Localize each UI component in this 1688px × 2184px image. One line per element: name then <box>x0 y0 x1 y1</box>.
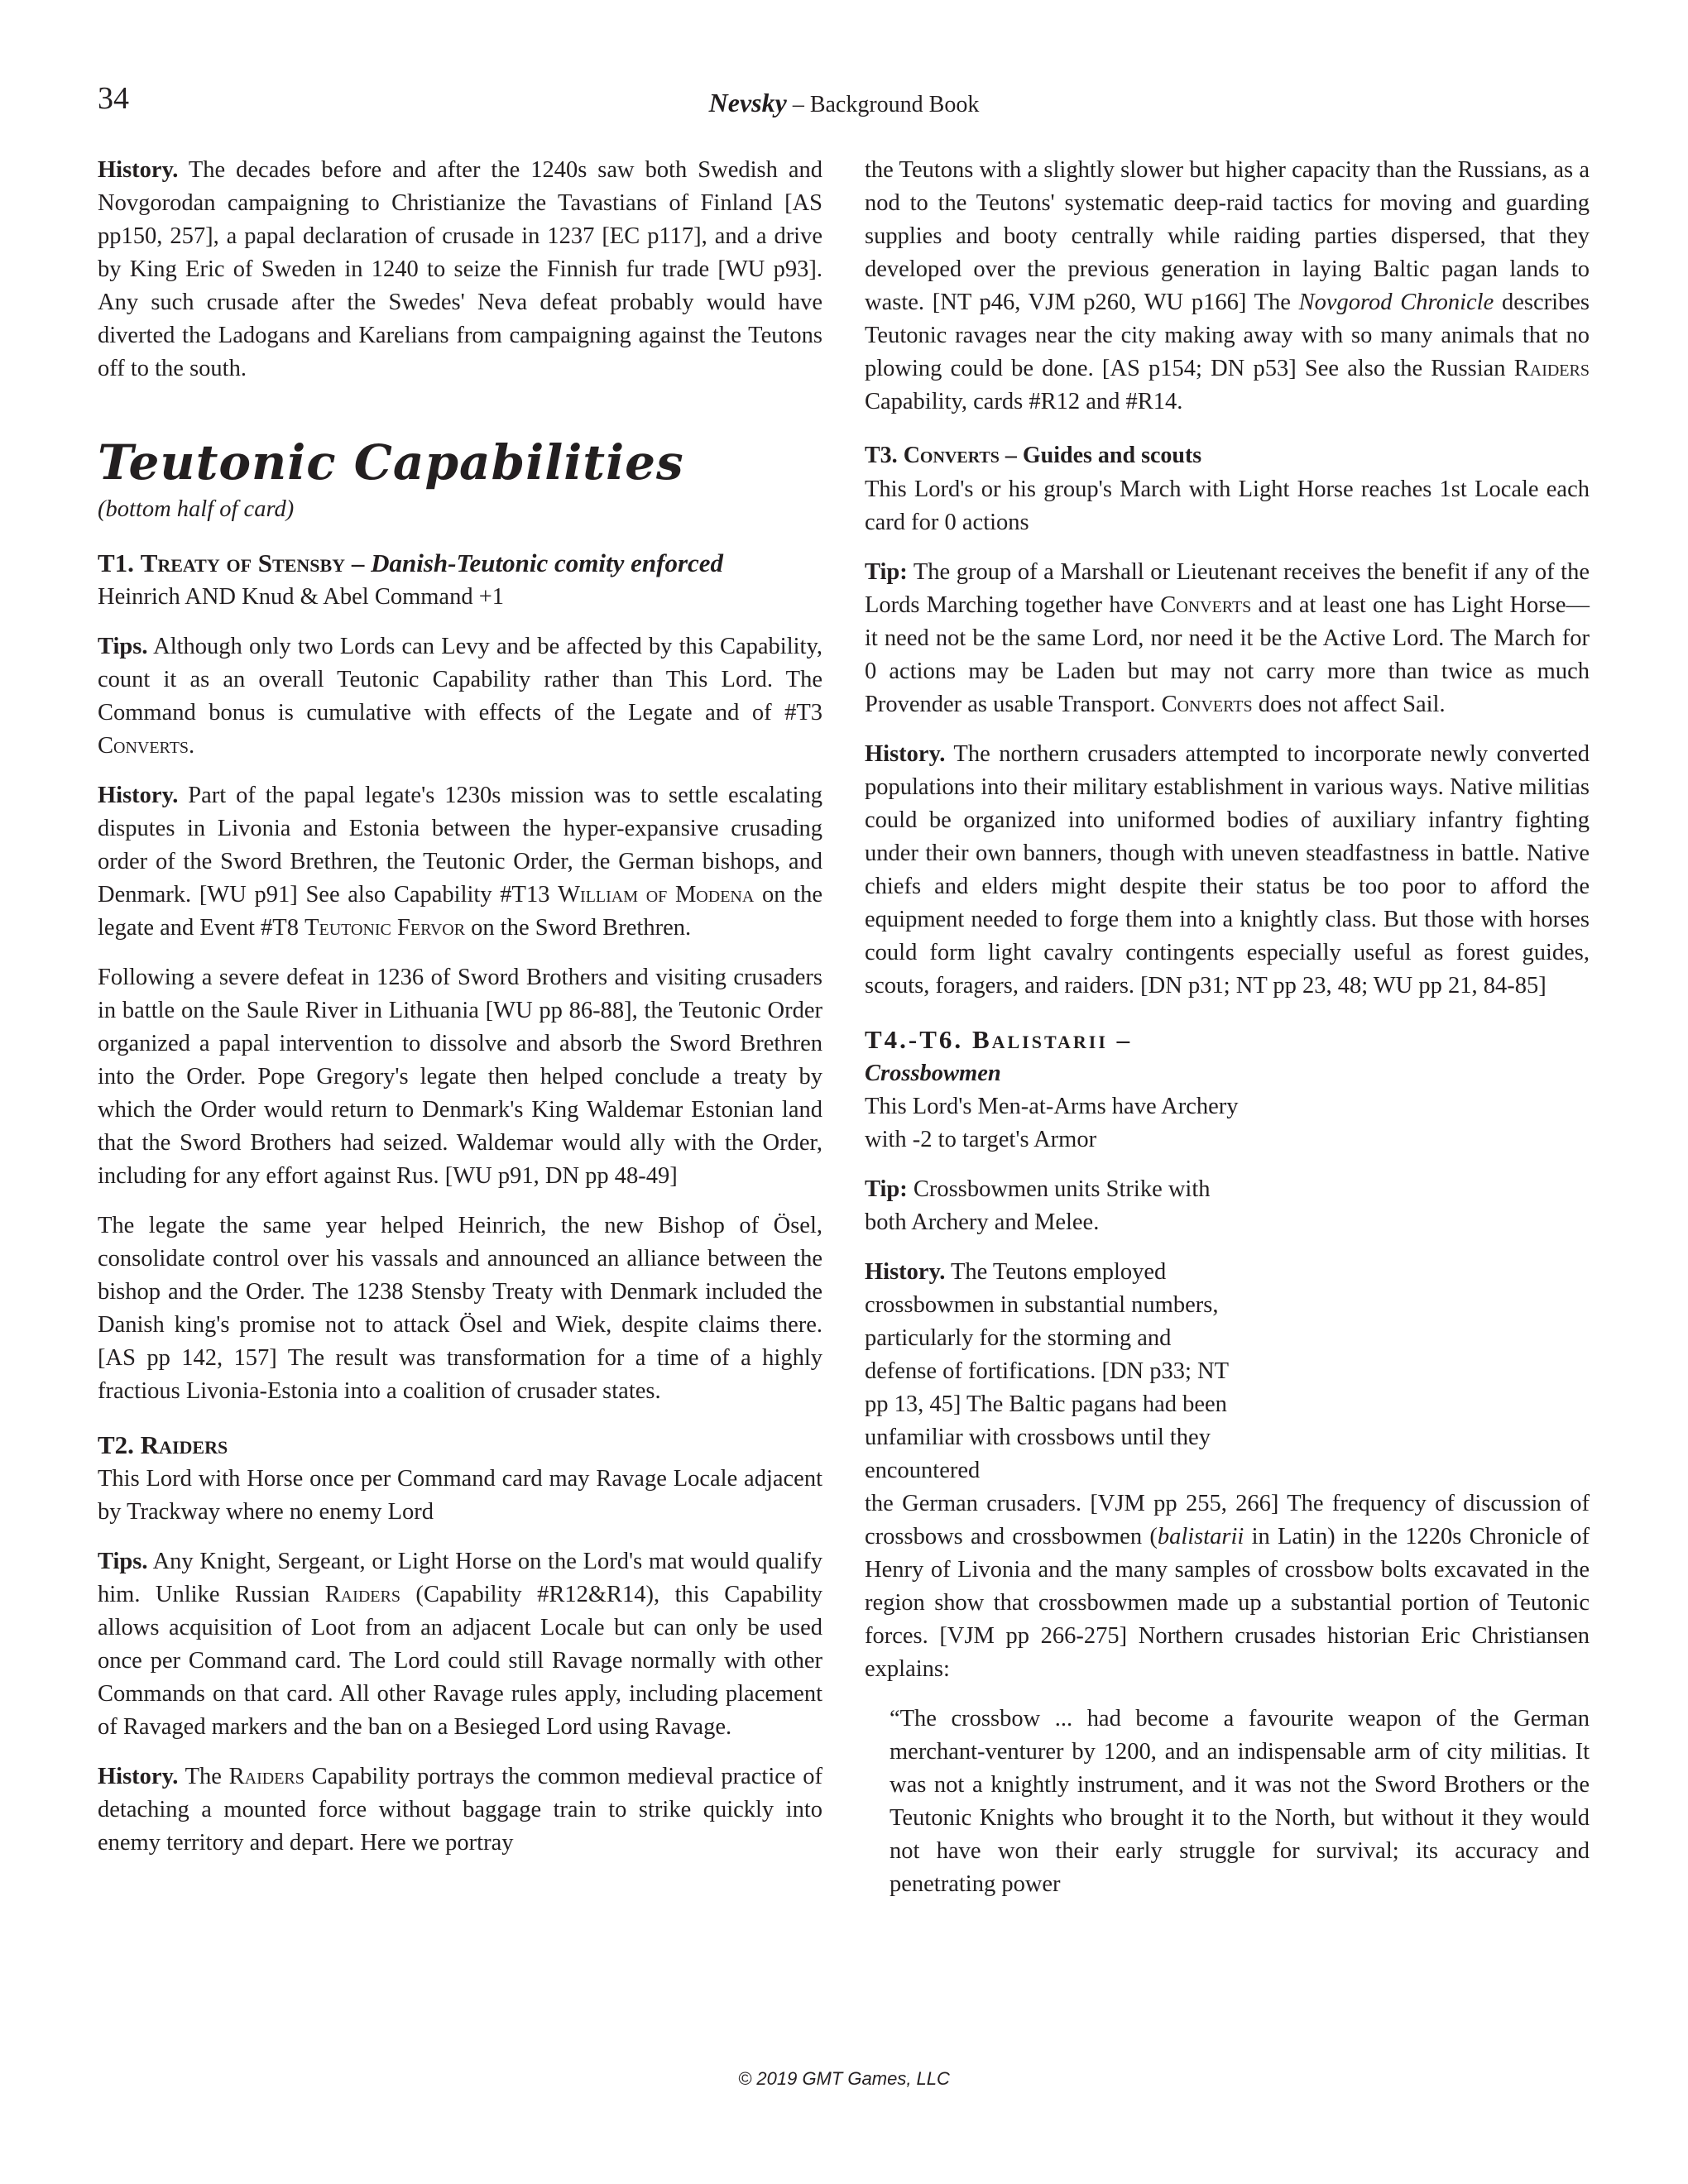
t3-heading <box>865 438 1590 473</box>
intro-history-paragraph <box>98 154 822 386</box>
t4-tip-paragraph <box>865 1173 1242 1239</box>
t2-tips-a: Any Knight, Sergeant, or Light Horse on the Lord's mat would qualify him. Unlike Russian <box>98 1549 822 1607</box>
t2-cont-ref: Raiders <box>1513 356 1590 381</box>
t1-tips-ref: Converts <box>98 733 189 759</box>
t3-tip-b: and at least one has Light Horse—it need not be the same Lord, nor need it be the Active Lord. The March for 0 actions may be Laden but may not carry more than twice as much Provender as usable Transport. <box>865 592 1590 717</box>
history-label: History. <box>98 157 179 183</box>
t2-tips-ref: Raiders <box>324 1582 400 1607</box>
t2-effect: This Lord with Horse once per Command card may Ravage Locale adjacent by Trackway where no enemy Lord <box>98 1466 822 1525</box>
t2-name: Raiders <box>140 1430 228 1459</box>
t3-tip-c: does not affect Sail. <box>1258 692 1446 717</box>
t2-number: T2. <box>98 1430 134 1459</box>
t3-number: T3. <box>865 443 898 468</box>
t4-section <box>865 1023 1590 1901</box>
t4-name: Balistarii <box>971 1025 1108 1054</box>
t4-tip-text: Crossbowmen units Strike with both Archery and Melee. <box>865 1176 1211 1235</box>
t2-cont-c: Capability, cards #R12 and #R14. <box>865 389 1183 414</box>
t2-tips-b: (Capability #R12&R14), this Capability allows acquisition of Loot from an adjacent Locale but can only be used once per Command card. The Lord could still Ravage normally with other Commands on that card. All other Ravage rules apply, including placement of Ravaged markers and the ban on a Besieged Lord using Ravage. <box>98 1582 823 1740</box>
t4-number: T4.-T6. <box>865 1025 964 1054</box>
page-number: 34 <box>98 81 129 116</box>
book-subtitle: Background Book <box>809 92 980 117</box>
t1-number: T1. <box>98 548 134 577</box>
t1-tips-label: Tips. <box>98 634 148 659</box>
t4-tagline: Crossbowmen <box>865 1061 1001 1086</box>
t4-history-italic: balistarii <box>1157 1524 1244 1549</box>
t1-history-paragraph-1 <box>98 779 822 945</box>
t3-tip-ref1: Converts <box>1160 592 1252 618</box>
t4-dash: – <box>1116 1025 1133 1054</box>
right-column <box>865 154 1590 1901</box>
t2-cont-a: the Teutons with a slightly slower but higher capacity than the Russians, as a nod to the Teutons' systematic deep-raid tactics for moving and guarding supplies and booty centrally while raiding parties dispersed, that they developed over the previous generation in laying Baltic pagan lands to waste. [NT p46, VJM p260, WU p166] The <box>865 157 1590 315</box>
t3-name: Converts <box>903 443 1000 468</box>
t1-history-paragraph-2: Following a severe defeat in 1236 of Sword Brothers and visiting crusaders in battle on the Saule River in Lithuania [WU pp 86-88], the Teutonic Order organized a papal intervention to dissolve and absorb the Sword Brethren into the Order. Pope Gregory's legate then helped conclude a treaty by which the Order would return to Denmark's King Waldemar Estonian land that the Sword Brothers had seized. Waldemar would ally with the Order, including for any effort against Rus. [WU p91, DN pp 48-49] <box>98 965 822 1189</box>
t2-history-a: The <box>185 1764 222 1789</box>
t2-tips-paragraph <box>98 1545 822 1744</box>
t1-dash: – <box>345 548 372 577</box>
t1-history-label: History. <box>98 783 179 808</box>
t4-tip-label: Tip: <box>865 1176 908 1202</box>
christiansen-quote: “The crossbow ... had become a favourite weapon of the German merchant-venturer by 1200, and an indispensable arm of city militias. It was not a knightly instrument, and it was not the Sword Brothers or the Teutonic Knights who brought it to the North, but without it they would not have won their early struggle for survival; its accuracy and penetrating power <box>890 1706 1590 1897</box>
t3-tip-label: Tip: <box>865 559 908 585</box>
t3-tip-ref2: Converts <box>1161 692 1253 717</box>
running-head-separator: – <box>786 92 810 117</box>
t4-history-wide-a: the German crusaders. [VJM pp 255, 266] The frequency of discussion of crossbows and crossbowmen ( <box>865 1491 1590 1549</box>
t1-history-paragraph-3: The legate the same year helped Heinrich, the new Bishop of Ösel, consolidate control over his vassals and announced an alliance between the bishop and the Order. The 1238 Stensby Treaty with Denmark included the Danish king's promise not to attack Ösel and Wiek, despite claims there. [AS pp 142, 157] The result was transformation for a time of a highly fractious Livonia-Estonia into a coalition of crusader states. <box>98 1213 822 1404</box>
book-title: Nevsky <box>708 88 787 117</box>
t2-history-label: History. <box>98 1764 179 1789</box>
t4-history-wide <box>865 1487 1590 1686</box>
t3-tagline: – Guides and scouts <box>1005 443 1202 468</box>
t1-effect: Heinrich AND Knud & Abel Command +1 <box>98 584 505 610</box>
t4-history-narrow <box>865 1256 1242 1487</box>
t3-effect: This Lord's or his group's March with Light Horse reaches 1st Locale each card for 0 actions <box>865 477 1590 535</box>
t4-history-wide-b: in Latin) in the 1220s Chronicle of Henry of Livonia and the many samples of crossbow bolts excavated in the region show that crossbowmen made up a substantial portion of Teutonic forces. [VJM pp 266-275] Northern crusades historian Eric Christiansen explains: <box>865 1524 1590 1682</box>
t3-history-text: The northern crusaders attempted to incorporate newly converted populations into their military establishment in various ways. Native militias could be organized into uniformed bodies of auxiliary infantry fighting under their own banners, though with uneven steadfastness in battle. Native chiefs and elders might despite their status be too poor to afford the equipment needed to forge them into a knightly class. But those with horses could form light cavalry contingents especially useful as forest guides, scouts, foragers, and raiders. [DN p31; NT pp 23, 48; WU pp 21, 84-85] <box>865 741 1590 999</box>
t2-history-b: Capability portrays the common medieval practice of detaching a mounted force without baggage train to strike quickly into enemy territory and depart. Here we portray <box>98 1764 823 1856</box>
t1-history-p1c: on the Sword Brethren. <box>471 915 692 941</box>
t2-cont-b: describes Teutonic ravages near the city making away with so many animals that no plowing could be done. [AS p154; DN p53] See also the Russian <box>865 290 1590 381</box>
running-head <box>0 89 1688 117</box>
left-column <box>98 154 822 1876</box>
t1-tips-paragraph <box>98 630 822 763</box>
t3-tip-paragraph <box>865 556 1590 721</box>
t2-cont-italic: Novgorod Chronicle <box>1298 290 1494 315</box>
intro-history-text: The decades before and after the 1240s saw both Swedish and Novgorodan campaigning to Christianize the Tavastians of Finland [AS pp150, 257], a papal declaration of crusade in 1237 [EC p117], and a drive by King Eric of Sweden in 1240 to seize the Finnish fur trade [WU p93]. Any such crusade after the Swedes' Neva defeat probably would have diverted the Ladogans and Karelians from campaigning against the Teutons off to the south. <box>98 157 822 381</box>
t2-history-continued <box>865 154 1590 419</box>
t1-history-p1a: Part of the papal legate's 1230s mission was to settle escalating disputes in Livonia and Estonia between the hyper-expansive crusading order of the Sword Brethren, the Teutonic Order, the German bishops, and Denmark. [WU p91] See also Capability #T13 <box>98 783 823 908</box>
t4-heading <box>865 1023 1242 1057</box>
t3-history-paragraph <box>865 738 1590 1003</box>
t1-tips-end: . <box>189 733 195 759</box>
footer-copyright: © 2019 GMT Games, LLC <box>738 2068 950 2089</box>
t1-heading <box>98 546 822 581</box>
t1-history-p1b: on the legate and Event #T8 <box>98 882 822 941</box>
t2-history-ref: Raiders <box>228 1764 305 1789</box>
t1-tips-text: Although only two Lords can Levy and be affected by this Capability, count it as an overall Teutonic Capability rather than This Lord. The Command bonus is cumulative with effects of the Legate and of #T3 <box>98 634 822 726</box>
t1-history-ref1: William of Modena <box>558 882 755 908</box>
section-subtitle: (bottom half of card) <box>98 496 295 522</box>
t2-history-paragraph <box>98 1760 822 1860</box>
t4-history-narrow-text: The Teutons employed crossbowmen in substantial numbers, particularly for the storming and defense of fortifications. [DN p33; NT pp 13, 45] The Baltic pagans had been unfamiliar with crossbows until they encountered <box>865 1259 1229 1483</box>
t3-tip-a: The group of a Marshall or Lieutenant receives the benefit if any of the Lords Marching together have <box>865 559 1590 618</box>
t4-history-label: History. <box>865 1259 946 1285</box>
t1-name: Treaty of Stensby <box>140 548 346 577</box>
t1-history-ref2: Teutonic Fervor <box>305 915 466 941</box>
t3-history-label: History. <box>865 741 946 767</box>
section-title: Teutonic Capabilities <box>98 434 684 491</box>
t2-heading <box>98 1428 822 1463</box>
t1-tagline: Danish-Teutonic comity enforced <box>371 548 724 577</box>
t2-tips-label: Tips. <box>98 1549 148 1574</box>
t4-effect: This Lord's Men-at-Arms have Archery with -2 to target's Armor <box>865 1094 1239 1152</box>
